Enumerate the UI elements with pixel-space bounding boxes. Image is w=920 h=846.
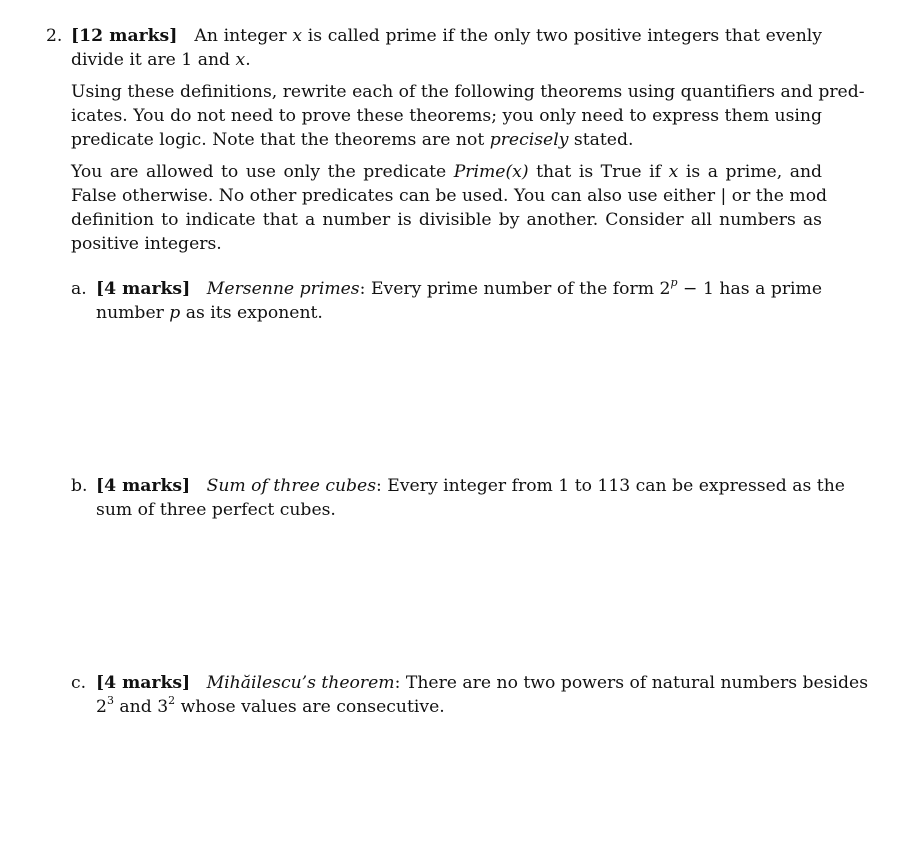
para2-line1-text: You are allowed to use only the predicate bbox=[71, 162, 447, 182]
para2-line-3: definition to indicate that a number is divisible by another. Consider all numbers as bbox=[71, 210, 822, 230]
part-b-colon: : bbox=[376, 476, 382, 496]
part-c-exp-3: 3 bbox=[106, 694, 114, 708]
part-c-marks: [4 marks] bbox=[96, 673, 191, 693]
question-intro-line-1 bbox=[71, 24, 822, 48]
para1-line3-end: stated. bbox=[573, 130, 634, 150]
para1-emphasis: precisely bbox=[489, 130, 569, 150]
para1-line3-text: predicate logic. Note that the theorems are not bbox=[71, 130, 485, 150]
part-a-marks: [4 marks] bbox=[96, 279, 191, 299]
part-c-title: Mihăilescu’s theorem bbox=[206, 673, 395, 693]
para2-line1-mid: that is True if bbox=[536, 162, 662, 182]
part-b-line-1 bbox=[96, 474, 845, 498]
part-c-label: c. bbox=[71, 673, 87, 693]
question-marks: [12 marks] bbox=[71, 26, 178, 46]
part-c-line-2 bbox=[96, 695, 445, 719]
para1-line-1: Using these definitions, rewrite each of the following theorems using quantifiers and pred- bbox=[71, 82, 865, 102]
part-a-var-p: p bbox=[169, 303, 181, 323]
part-c-colon: : bbox=[394, 673, 401, 693]
part-b-text: Every integer from 1 to 113 can be expressed as the bbox=[387, 476, 845, 496]
intro-var-x: x bbox=[292, 26, 303, 46]
part-a-line-2 bbox=[96, 301, 323, 325]
part-b-marks: [4 marks] bbox=[96, 476, 191, 496]
part-a-colon: : bbox=[359, 279, 366, 299]
part-a-line-1 bbox=[96, 277, 822, 301]
part-b-label: b. bbox=[71, 476, 88, 496]
part-b-title: Sum of three cubes bbox=[206, 476, 377, 496]
intro-line2-period: . bbox=[245, 50, 251, 70]
part-a-text: Every prime number of the form 2 bbox=[370, 279, 671, 299]
part-a-label: a. bbox=[71, 279, 87, 299]
part-c-exp-2: 2 bbox=[168, 694, 176, 708]
question-intro-line-2 bbox=[71, 48, 251, 72]
part-c-and-3: and 3 bbox=[119, 697, 169, 717]
part-c-line-1 bbox=[96, 671, 869, 695]
part-b-line-2: sum of three perfect cubes. bbox=[96, 500, 336, 520]
part-c-text: There are no two powers of natural numbers besides bbox=[405, 673, 869, 693]
part-a-title: Mersenne primes bbox=[206, 279, 360, 299]
para2-line-1 bbox=[71, 160, 822, 184]
intro-line2-text: divide it are 1 and bbox=[71, 50, 231, 70]
part-a-exponent: p bbox=[670, 276, 678, 290]
part-c-base-2: 2 bbox=[96, 697, 107, 717]
para2-line1-end: is a prime, and bbox=[685, 162, 823, 182]
question-number: 2. bbox=[46, 26, 63, 46]
part-a-line2-text: number bbox=[96, 303, 164, 323]
intro-line2-var: x bbox=[235, 50, 246, 70]
para1-line-3 bbox=[71, 128, 633, 152]
para2-line-4: positive integers. bbox=[71, 234, 222, 254]
prime-predicate: Prime(x) bbox=[453, 162, 529, 182]
intro-rest: is called prime if the only two positive integers that evenly bbox=[307, 26, 822, 46]
para1-line-2: icates. You do not need to prove these theorems; you only need to express them using bbox=[71, 106, 822, 126]
para2-var-x: x bbox=[668, 162, 679, 182]
intro-text: An integer bbox=[194, 26, 287, 46]
part-a-text-end: − 1 has a prime bbox=[683, 279, 823, 299]
part-a-line2-end: as its exponent. bbox=[185, 303, 323, 323]
para2-line-2: False otherwise. No other predicates can be used. You can also use either | or the mod bbox=[71, 186, 828, 206]
part-c-line2-end: whose values are consecutive. bbox=[180, 697, 445, 717]
